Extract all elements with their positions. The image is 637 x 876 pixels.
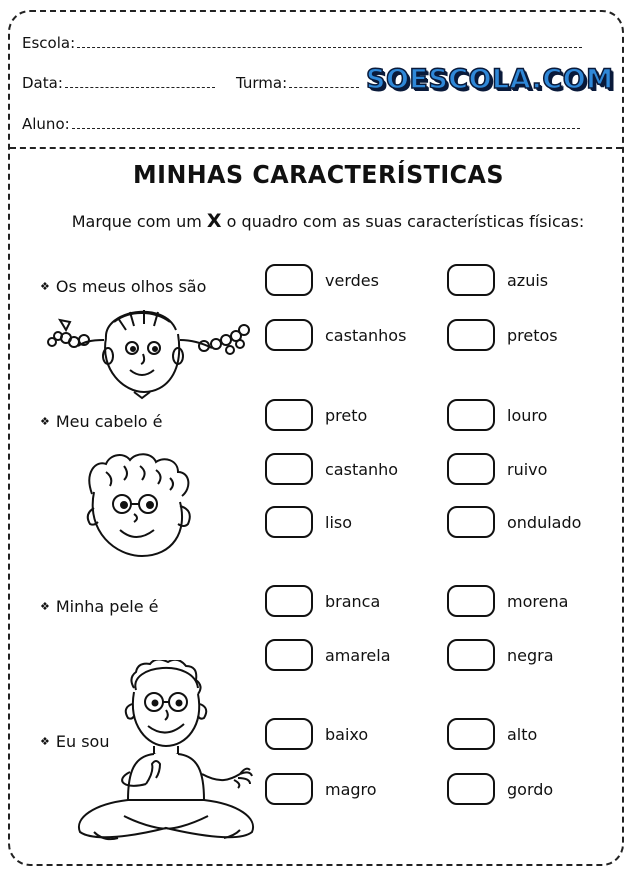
checkbox-pretos[interactable] [447,319,495,351]
checkbox-baixo[interactable] [265,718,313,750]
checkbox-negra[interactable] [447,639,495,671]
checkbox-amarela[interactable] [265,639,313,671]
question-eyes-prompt: Os meus olhos são [55,277,207,296]
option-ondulado: ondulado [507,513,582,532]
option-amarela: amarela [325,646,391,665]
school-label: Escola: [22,34,76,52]
option-gordo: gordo [507,780,554,799]
seated-boy-illustration [54,660,264,850]
option-branca: branca [325,592,381,611]
option-preto: preto [325,406,368,425]
option-negra: negra [507,646,554,665]
student-label: Aluno: [22,115,70,133]
checkbox-alto[interactable] [447,718,495,750]
option-liso: liso [325,513,353,532]
option-morena: morena [507,592,569,611]
checkbox-castanhos[interactable] [265,319,313,351]
question-hair [40,412,163,431]
checkbox-gordo[interactable] [447,773,495,805]
date-field[interactable] [22,74,215,92]
diamond-bullet-icon: ❖ [40,415,50,428]
diamond-bullet-icon: ❖ [40,735,50,748]
instruction-after: o quadro com as suas características físicas: [226,212,585,231]
school-line[interactable] [77,35,582,48]
girl-braids-illustration [44,300,258,400]
question-eyes [40,277,206,296]
date-line[interactable] [65,75,215,88]
checkbox-magro[interactable] [265,773,313,805]
diamond-bullet-icon: ❖ [40,280,50,293]
header-divider [10,147,622,149]
school-field[interactable] [22,34,582,52]
class-line[interactable] [289,75,359,88]
instruction-text [0,210,637,232]
option-castanhos: castanhos [325,326,407,345]
class-label: Turma: [236,74,288,92]
option-castanho: castanho [325,460,399,479]
option-magro: magro [325,780,377,799]
checkbox-verdes[interactable] [265,264,313,296]
instruction-mark: X [206,210,222,232]
option-alto: alto [507,725,538,744]
checkbox-liso[interactable] [265,506,313,538]
checkbox-ruivo[interactable] [447,453,495,485]
worksheet-title: MINHAS CARACTERÍSTICAS [133,160,504,189]
checkbox-louro[interactable] [447,399,495,431]
option-pretos: pretos [507,326,558,345]
diamond-bullet-icon: ❖ [40,600,50,613]
option-verdes: verdes [325,271,379,290]
class-field[interactable] [236,74,359,92]
student-field[interactable] [22,115,580,133]
checkbox-morena[interactable] [447,585,495,617]
question-skin-prompt: Minha pele é [55,597,159,616]
checkbox-ondulado[interactable] [447,506,495,538]
question-skin [40,597,159,616]
date-label: Data: [22,74,63,92]
question-body-prompt: Eu sou [55,732,110,751]
student-line[interactable] [72,116,580,129]
option-azuis: azuis [507,271,549,290]
checkbox-branca[interactable] [265,585,313,617]
option-ruivo: ruivo [507,460,548,479]
checkbox-azuis[interactable] [447,264,495,296]
option-louro: louro [507,406,548,425]
question-hair-prompt: Meu cabelo é [55,412,163,431]
soescola-logo: SOESCOLA.COM [366,64,614,95]
checkbox-castanho[interactable] [265,453,313,485]
checkbox-preto[interactable] [265,399,313,431]
option-baixo: baixo [325,725,369,744]
instruction-before: Marque com um [71,212,202,231]
curly-boy-illustration [76,452,206,562]
